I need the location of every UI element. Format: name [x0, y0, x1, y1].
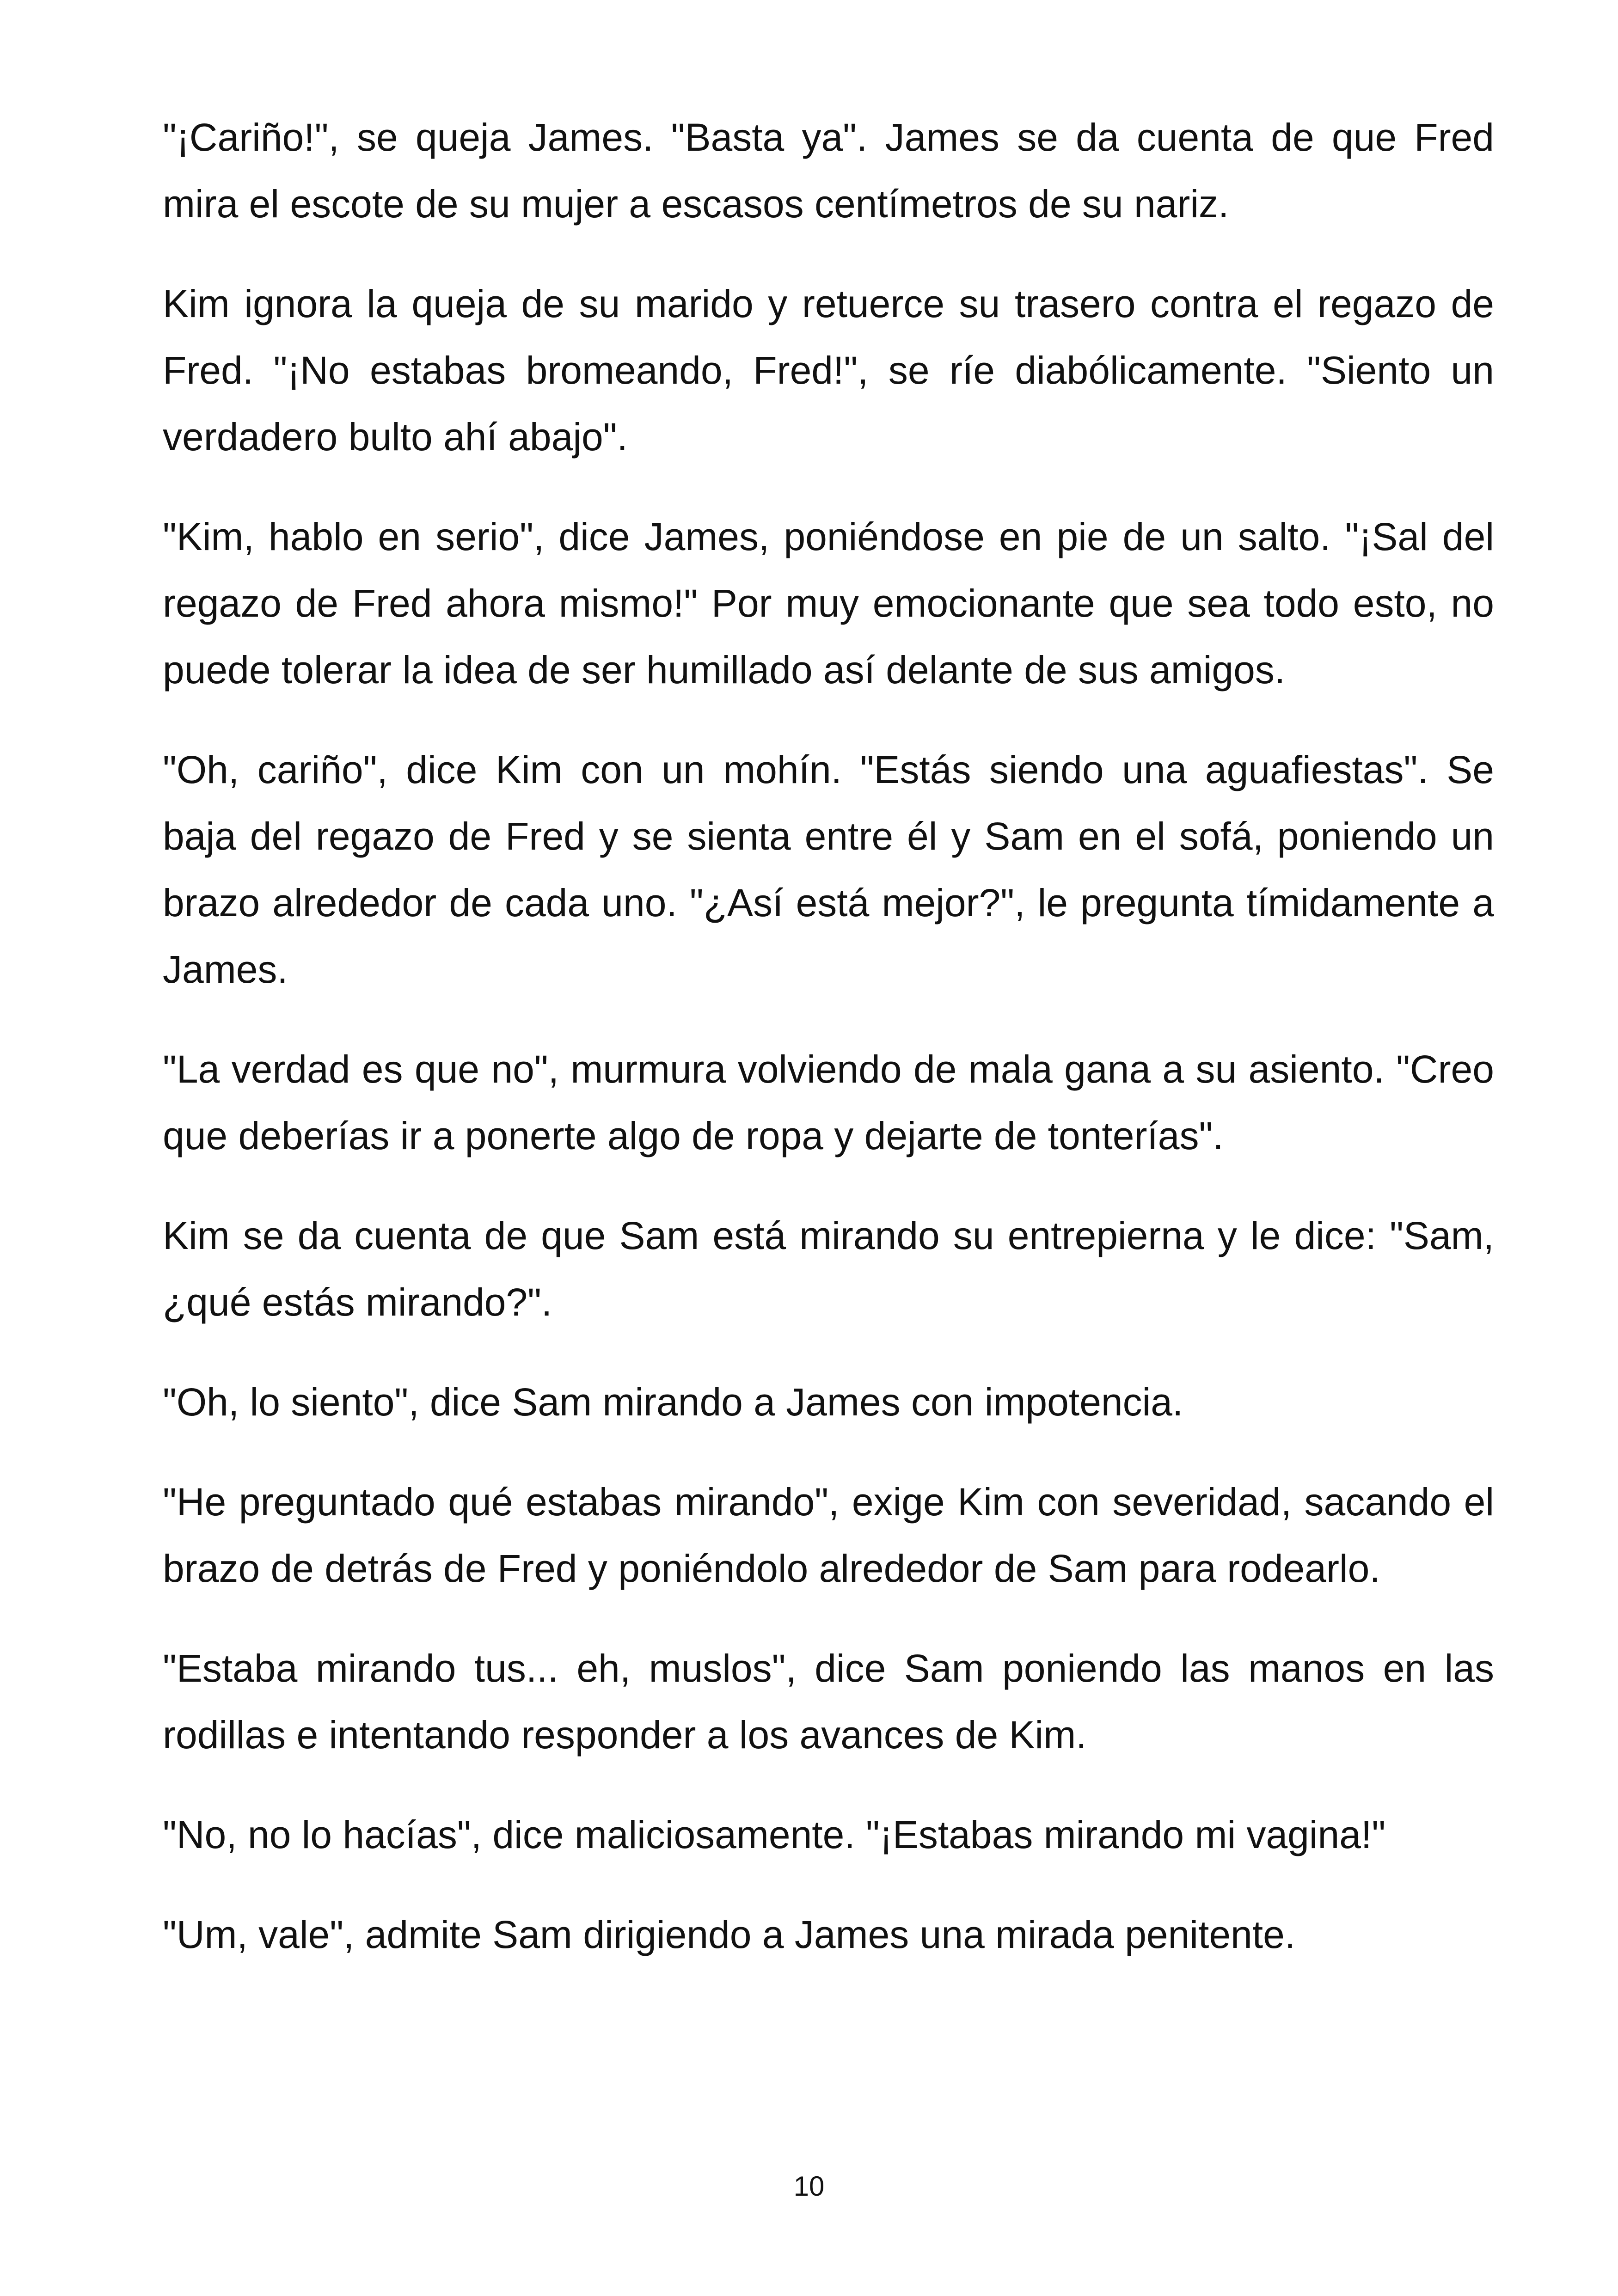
paragraph-10: "No, no lo hacías", dice maliciosamente. "¡Estabas mirando mi vagina!": [163, 1813, 1386, 1856]
paragraph-6: Kim se da cuenta de que Sam está mirando su entrepierna y le dice: "Sam, ¿qué estás mirando?".: [163, 1214, 1494, 1324]
paragraph-3: "Kim, hablo en serio", dice James, poniéndose en pie de un salto. "¡Sal del regazo de Fred ahora mismo!" Por muy emocionante que sea todo esto, no puede tolerar la idea de ser humillado así delante de sus amigos.: [163, 515, 1494, 692]
paragraph-1: "¡Cariño!", se queja James. "Basta ya". James se da cuenta de que Fred mira el escote de su mujer a escasos centímetros de su nariz.: [163, 116, 1494, 226]
document-body: [163, 104, 1494, 2001]
paragraph-2: Kim ignora la queja de su marido y retuerce su trasero contra el regazo de Fred. "¡No estabas bromeando, Fred!", se ríe diabólicamente. "Siento un verdadero bulto ahí abajo".: [163, 282, 1494, 459]
paragraph-8: "He preguntado qué estabas mirando", exige Kim con severidad, sacando el brazo de detrás de Fred y poniéndolo alrededor de Sam para rodearlo.: [163, 1480, 1494, 1590]
paragraph-4: "Oh, cariño", dice Kim con un mohín. "Estás siendo una aguafiestas". Se baja del regazo de Fred y se sienta entre él y Sam en el sofá, poniendo un brazo alrededor de cada uno. "¿Así está mejor?", le pregunta tímidamente a James.: [163, 748, 1494, 991]
page-number: 10: [793, 2171, 825, 2202]
paragraph-7: "Oh, lo siento", dice Sam mirando a James con impotencia.: [163, 1380, 1183, 1424]
paragraph-5: "La verdad es que no", murmura volviendo de mala gana a su asiento. "Creo que deberías ir a ponerte algo de ropa y dejarte de tonterías".: [163, 1047, 1494, 1157]
paragraph-11: "Um, vale", admite Sam dirigiendo a James una mirada penitente.: [163, 1913, 1296, 1956]
paragraph-9: "Estaba mirando tus... eh, muslos", dice Sam poniendo las manos en las rodillas e intentando responder a los avances de Kim.: [163, 1647, 1494, 1757]
